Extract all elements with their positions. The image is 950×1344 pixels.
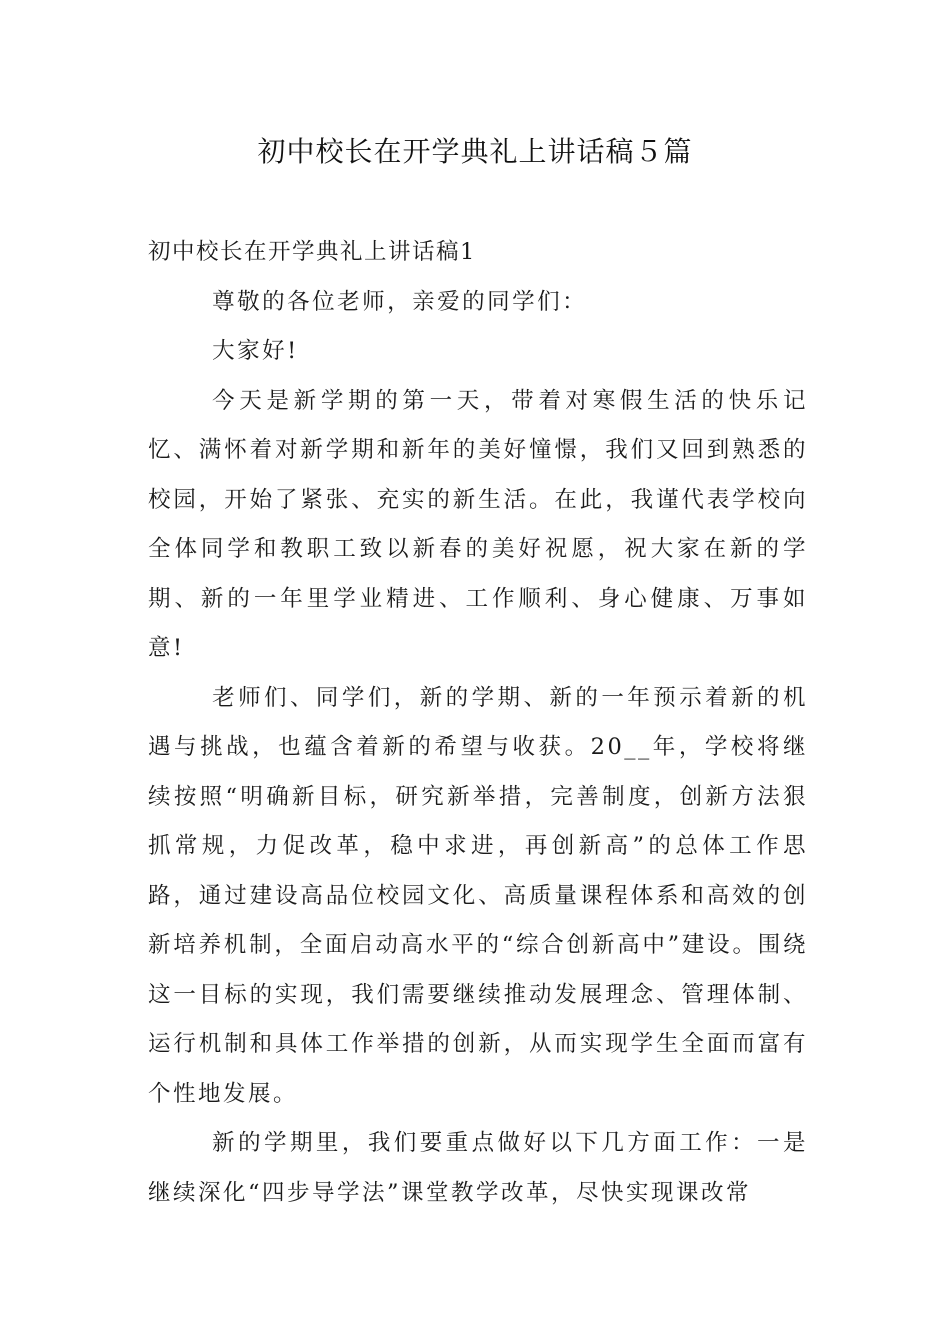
section-heading: 初中校长在开学典礼上讲话稿1 bbox=[148, 239, 476, 265]
paragraph: 老师们、同学们，新的学期、新的一年预示着新的机遇与挑战，也蕴含着新的希望与收获。20__年，学校将继续按照“明确新目标，研究新举措，完善制度，创新方法狠抓常规，力促改革，稳中求进，再创新高”的总体工作思路，通过建设高品位校园文化、高质量课程体系和高效的创新培养机制，全面启动高水平的“综合创新高中”建设。围绕这一目标的实现，我们需要继续推动发展理念、管理体制、运行机制和具体工作举措的创新，从而实现学生全面而富有个性地发展。 bbox=[148, 684, 808, 1107]
document-title: 初中校长在开学典礼上讲话稿５篇 bbox=[257, 135, 693, 168]
greeting: 大家好! bbox=[212, 338, 299, 364]
paragraph: 今天是新学期的第一天，带着对寒假生活的快乐记忆、满怀着对新学期和新年的美好憧憬，我们又回到熟悉的校园，开始了紧张、充实的新生活。在此，我谨代表学校向全体同学和教职工致以新春的美好祝愿，祝大家在新的学期、新的一年里学业精进、工作顺利、身心健康、万事如意! bbox=[148, 387, 808, 661]
paragraph: 新的学期里，我们要重点做好以下几方面工作：一是继续深化“四步导学法”课堂教学改革，尽快实现课改常 bbox=[148, 1130, 808, 1206]
document-body bbox=[148, 228, 808, 1218]
salutation: 尊敬的各位老师，亲爱的同学们： bbox=[212, 288, 588, 315]
